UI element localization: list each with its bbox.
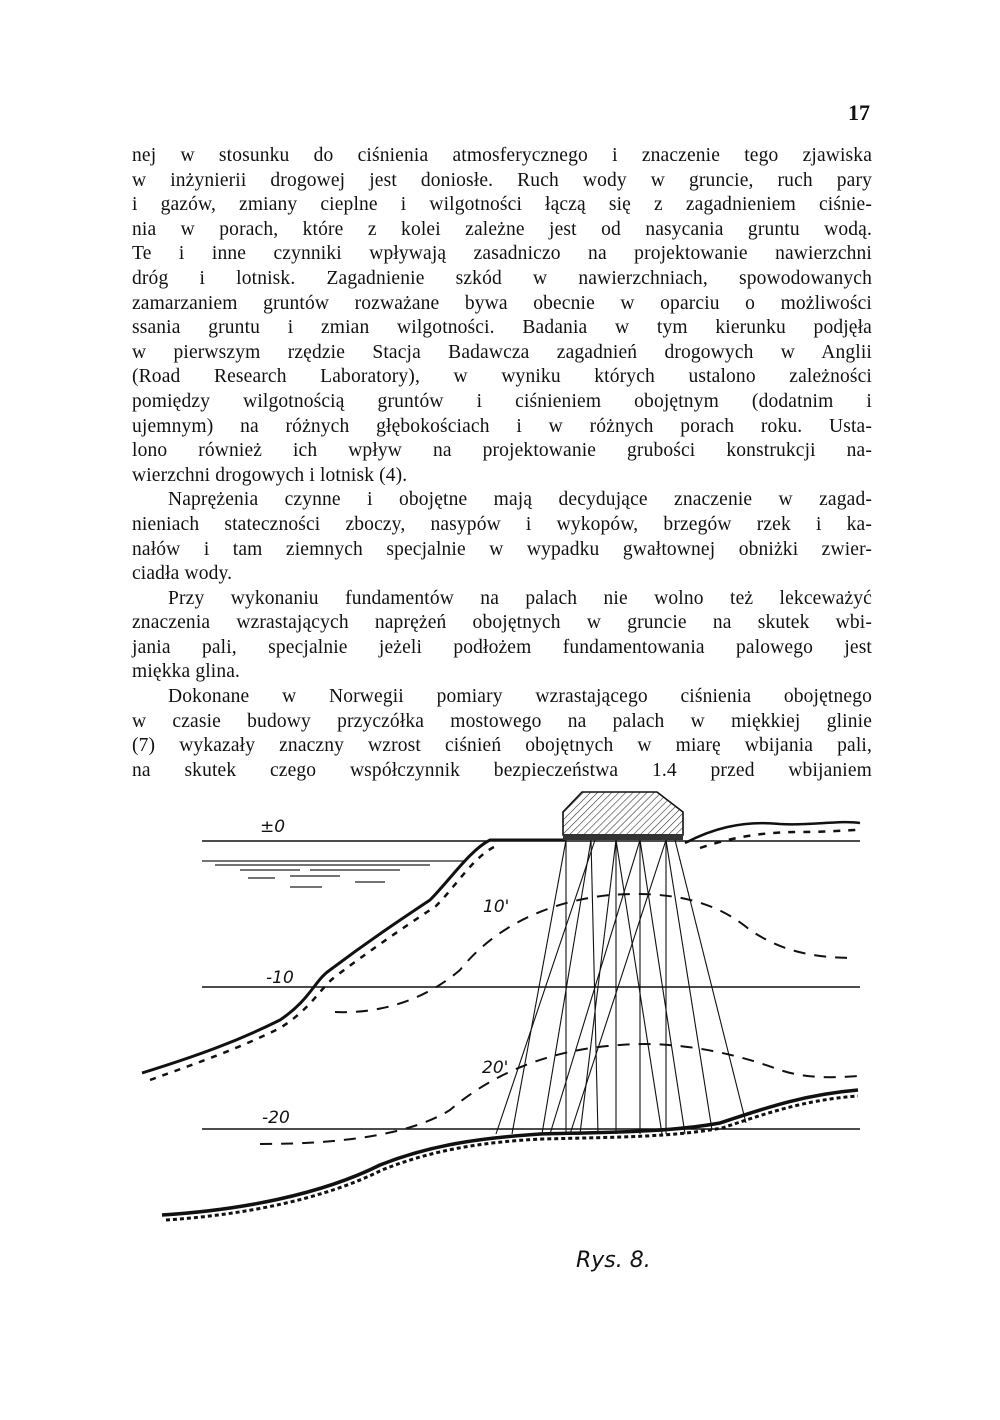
- diagram-svg: [140, 790, 880, 1230]
- label-contour-20ft: 20': [482, 1058, 509, 1078]
- label-level-zero: ±0: [260, 817, 286, 837]
- text-line: zamarzaniem gruntów rozważane bywa obecnie w oparciu o możliwości: [132, 292, 872, 314]
- text-line: w pierwszym rzędzie Stacja Badawcza zagadnień drogowych w Anglii: [132, 341, 872, 363]
- paragraph: [132, 685, 872, 783]
- right-ground-hatch: [700, 830, 860, 848]
- figure-pile-foundation-diagram: [140, 790, 880, 1230]
- text-line: dróg i lotnisk. Zagadnienie szkód w nawierzchniach, spowodowanych: [132, 267, 872, 289]
- text-line: (Road Research Laboratory), w wyniku których ustalono zależności: [132, 366, 872, 388]
- text-line: nej w stosunku do ciśnienia atmosferycznego i znaczenie tego zjawiska: [132, 145, 872, 166]
- text-line: na skutek czego współczynnik bezpieczeństwa 1.4 przed wbijaniem: [132, 759, 872, 781]
- right-ground-surface: [685, 822, 860, 843]
- text-line: Naprężenia czynne i obojętne mają decydujące znaczenie w zagad-: [168, 489, 872, 511]
- text-line: ciadła wody.: [132, 563, 233, 585]
- embankment-slope: [142, 840, 565, 1073]
- body-text: [132, 144, 872, 783]
- text-line: znaczenia wzrastających naprężeń obojętnych w gruncie na skutek wbi-: [132, 612, 872, 634]
- text-line: ujemnym) na różnych głębokościach i w różnych porach roku. Usta-: [132, 415, 872, 437]
- text-line: Przy wykonaniu fundamentów na palach nie wolno też lekceważyć: [168, 587, 872, 609]
- text-line: Dokonane w Norwegii pomiary wzrastającego ciśnienia obojętnego: [168, 686, 872, 708]
- figure-caption: Rys. 8.: [576, 1248, 651, 1273]
- paragraph: [132, 144, 872, 488]
- paragraph: [132, 587, 872, 685]
- text-line: (7) wykazały znaczny wzrost ciśnień obojętnych w miarę wbijania pali,: [132, 735, 872, 757]
- text-line: Te i inne czynniki wpływają zasadniczo na projektowanie nawierzchni: [132, 243, 872, 265]
- text-line: miękka glina.: [132, 661, 241, 683]
- text-line: pomiędzy wilgotnością gruntów i ciśnieniem obojętnym (dodatnim i: [132, 390, 872, 412]
- text-line: nałów i tam ziemnych specjalnie w wypadku gwałtownej obniżki zwier-: [132, 538, 872, 560]
- text-line: jania pali, specjalnie jeżeli podłożem fundamentowania palowego jest: [132, 636, 872, 658]
- text-line: lono również ich wpływ na projektowanie grubości konstrukcji na-: [132, 440, 872, 462]
- text-line: nia w porach, które z kolei zależne jest od nasycania gruntu wodą.: [132, 218, 872, 240]
- label-contour-10ft: 10': [483, 897, 510, 917]
- page-number: 17: [848, 100, 870, 125]
- text-line: w czasie budowy przyczółka mostowego na palach w miękkiej glinie: [132, 710, 872, 732]
- label-level-minus20: -20: [262, 1108, 290, 1128]
- pile-cap-base: [563, 834, 683, 840]
- label-level-minus10: -10: [266, 968, 294, 988]
- pile-cap: [563, 792, 683, 835]
- text-line: i gazów, zmiany cieplne i wilgotności łączą się z zagadnieniem ciśnie-: [132, 194, 872, 216]
- embankment-slope-hatch: [150, 846, 496, 1080]
- paragraph: [132, 488, 872, 586]
- text-line: wierzchni drogowych i lotnisk (4).: [132, 464, 408, 486]
- water-surface-marks: [202, 861, 465, 887]
- text-line: w inżynierii drogowej jest doniosłe. Ruch wody w gruncie, ruch pary: [132, 169, 872, 191]
- text-line: ssania gruntu i zmian wilgotności. Badania w tym kierunku podjęła: [132, 317, 872, 339]
- text-line: nieniach stateczności zboczy, nasypów i wykopów, brzegów rzek i ka-: [132, 513, 872, 535]
